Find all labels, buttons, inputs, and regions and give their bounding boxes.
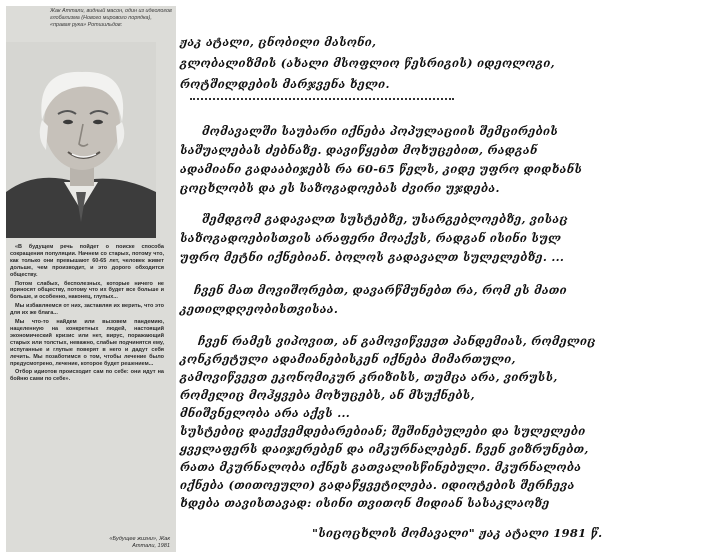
paragraph-line: შემდგომ გადავალთ სუსტებზე, უსარგებლოებზე, ვისაც xyxy=(202,212,569,226)
paragraph-line: ჩვენ რამეს ვიპოვით, ან გამოვიწვევთ პანდემიას, რომელიც xyxy=(198,334,596,348)
paragraph-line: მნიშვნელობა არა აქვს ... xyxy=(180,406,351,420)
paragraph-line: კონკრეტული ადამიანებისკენ იქნება მიმართული, xyxy=(180,352,516,366)
portrait-photo xyxy=(6,42,156,238)
clipping-paragraph: Мы что-то найдем или вызовем пандемию, нацеленную на конкретных людей, настоящий экономический кризис или нет, вирус, поражающий старых или толстых, неважно, слабые подчинятся ему, испуганные и глупые поверят в него и дадут себя лечить. Мы позаботимся о том, чтобы лечение было предусмотрено, лечение, которое будет решением... xyxy=(10,319,164,367)
clipping-body xyxy=(10,244,164,385)
clipping-signature: «Будущее жизни», Жак Аттали, 1981 xyxy=(109,536,170,549)
paragraph-line: რომელიც მოჰყვება მოხუცებს, ან მსუქნებს, xyxy=(180,388,475,402)
newspaper-clipping xyxy=(6,6,176,552)
paragraph-line: სუსტებიც დაექვემდებარებიან; შეშინებულები და სულელები xyxy=(180,424,586,438)
dotted-divider xyxy=(190,98,454,100)
paragraph-line: ჩვენ მათ მოვიშორებთ, დავარწმუნებთ რა, რომ ეს მათი xyxy=(194,283,567,297)
paragraph-line: ცოცხლობს და ეს საზოგადოებას ძვირი უჯდება. xyxy=(180,181,500,195)
source-citation: "სიცოცხლის მომავალი" ჟაკ ატალი 1981 წ. xyxy=(312,526,603,540)
clipping-paragraph: «В будущем речь пойдет о поиске способа сокращения популяции. Начнем со старых, потому что, как только они превышают 60-65 лет, человек живет дольше, чем производит, и это дорого обходится обществу. xyxy=(10,244,164,278)
paragraph-line: ხდება თავისთავად: ისინი თვითონ მიდიან სასაკლაოზე xyxy=(180,496,550,510)
paragraph-line: საზოგადოებისთვის არაფერი მოაქვს, რადგან ისინი სულ xyxy=(180,231,562,245)
clipping-paragraph: Потом слабых, бесполезных, которые ничего не приносят обществу, потому что их будет все больше и больше, и особенно, наконец, глупых... xyxy=(10,280,164,301)
paragraph-line: კეთილდღეობისთვისაა. xyxy=(180,302,339,316)
paragraph-line: ადამიანი გადააბიჯებს რა 60-65 წელს, კიდე უფრო დიდხანს xyxy=(180,162,583,176)
paragraph-line: რათა მკურნალობა იქნეს გათვალისწინებული. მკურნალობა xyxy=(180,460,582,474)
intro-line: გლობალიზმის (ახალი მსოფლიო წესრიგის) იდეოლოგი, xyxy=(180,56,555,70)
paragraph-line: იქნება (თითოეული) გადაწყვეტილება. იდიოტების შერჩევა xyxy=(180,478,575,492)
paragraph-line: მომავალში საუბარი იქნება პოპულაციის შემცირების xyxy=(202,124,559,138)
intro-line: როტშილდების მარჯვენა ხელი. xyxy=(180,77,390,91)
clipping-caption: Жак Аттали, видный масон, один из идеологов глобализма (Нового мирового порядка), «правая рука» Ротшильдов: xyxy=(50,8,172,28)
paragraph-line: გამოვიწვევთ ეკონომიკურ კრიზისს, თუმცა არა, ვირუსს, xyxy=(180,370,558,384)
intro-line: ჟაკ ატალი, ცნობილი მასონი, xyxy=(180,35,377,49)
paragraph-line: უფრო მეტნი იქნებიან. ბოლოს გადავალთ სულელებზე. ... xyxy=(180,250,565,264)
georgian-text xyxy=(180,0,713,558)
clipping-paragraph: Отбор идиотов происходит сам по себе: они идут на бойню сами по себе». xyxy=(10,369,164,383)
paragraph-line: ყველაფერს დაიჯერებენ და იმკურნალებენ. ჩვენ ვიზრუნებთ, xyxy=(180,442,589,456)
clipping-paragraph: Мы избавляемся от них, заставляя их верить, что это для их же блага... xyxy=(10,303,164,317)
paragraph-line: საშუალებას ძებნაზე. დავიწყებთ მოხუცებით, რადგან xyxy=(180,143,538,157)
